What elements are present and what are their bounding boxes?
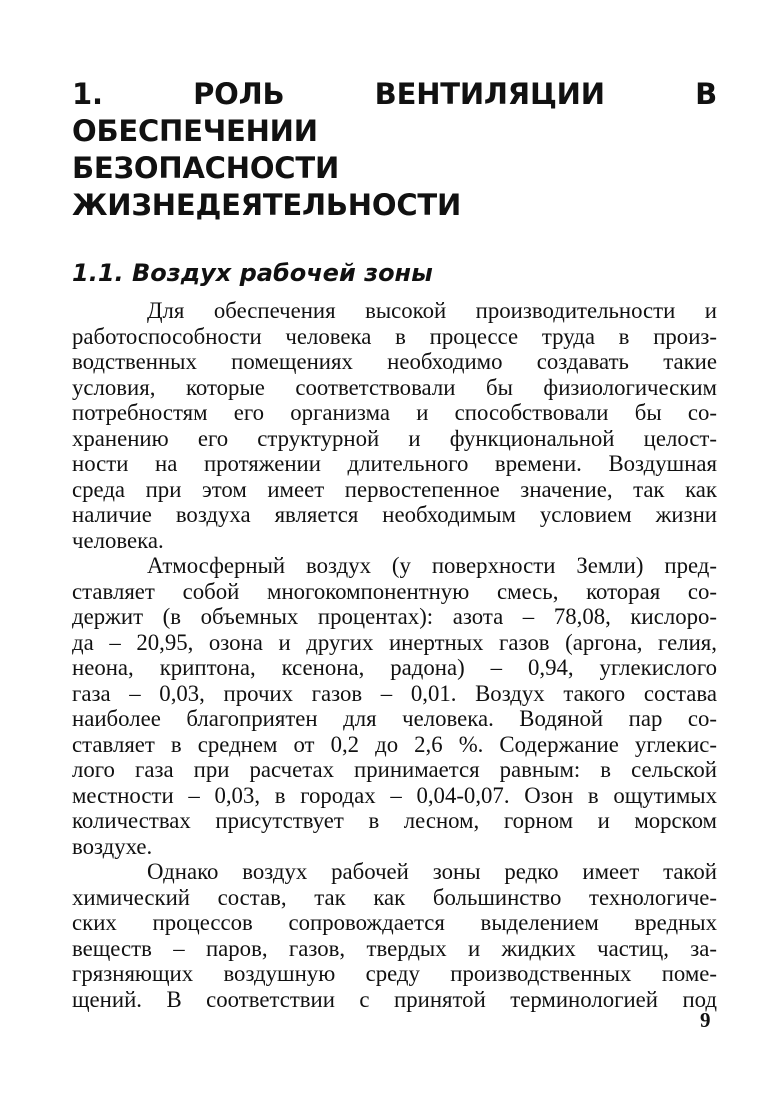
- text-line: наиболее благоприятен для человека. Водяной пар со-: [72, 706, 717, 731]
- chapter-title-line-2: БЕЗОПАСНОСТИ ЖИЗНЕДЕЯТЕЛЬНОСТИ: [72, 151, 462, 222]
- text-line: лого газа при расчетах принимается равным: в сельской: [72, 757, 717, 782]
- body-text: [72, 298, 717, 1012]
- page-number: 9: [700, 1008, 711, 1032]
- text-line: наличие воздуха является необходимым условием жизни: [72, 502, 717, 527]
- paragraph-3: [72, 859, 717, 1012]
- paragraph-2: [72, 553, 717, 859]
- text-line: воздухе.: [72, 833, 153, 859]
- text-line: ставляет в среднем от 0,2 до 2,6 %. Содержание углекис-: [72, 731, 717, 757]
- chapter-title-line-1: 1. РОЛЬ ВЕНТИЛЯЦИИ В ОБЕСПЕЧЕНИИ: [72, 77, 717, 148]
- text-line: держит (в объемных процентах): азота – 78,08, кислоро-: [72, 604, 717, 629]
- text-line: количествах присутствует в лесном, горном и морском: [72, 808, 717, 833]
- text-line: хранению его структурной и функциональной целост-: [72, 425, 717, 451]
- text-line: водственных помещениях необходимо создавать такие: [72, 349, 717, 374]
- text-line: газа – 0,03, прочих газов – 0,01. Воздух такого состава: [72, 680, 717, 706]
- text-line: да – 20,95, озона и других инертных газов (аргона, гелия,: [72, 629, 717, 655]
- text-line: среда при этом имеет первостепенное значение, так как: [72, 476, 717, 502]
- text-line: человека.: [72, 527, 164, 553]
- text-line: условия, которые соответствовали бы физиологическим: [72, 374, 717, 400]
- chapter-title: [72, 76, 717, 224]
- text-line: Для обеспечения высокой производительности и: [147, 298, 717, 323]
- text-line: работоспособности человека в процессе труда в произ-: [72, 323, 717, 349]
- text-line: ности на протяжении длительного времени. Воздушная: [72, 451, 717, 476]
- page-content: [72, 76, 717, 1012]
- text-line: неона, криптона, ксенона, радона) – 0,94, углекислого: [72, 655, 717, 680]
- text-line: химический состав, так как большинство технологиче-: [72, 884, 717, 910]
- text-line: ских процессов сопровождается выделением вредных: [72, 910, 717, 935]
- section-title: 1.1. Воздух рабочей зоны: [72, 259, 433, 287]
- text-line: местности – 0,03, в городах – 0,04-0,07. Озон в ощутимых: [72, 782, 717, 808]
- paragraph-1: [72, 298, 717, 553]
- text-line: грязняющих воздушную среду производственных поме-: [72, 961, 717, 986]
- text-line: потребностям его организма и способствовали бы со-: [72, 400, 717, 425]
- text-line: Однако воздух рабочей зоны редко имеет такой: [147, 859, 717, 884]
- text-line: ставляет собой многокомпонентную смесь, которая со-: [72, 578, 717, 604]
- text-line: Атмосферный воздух (у поверхности Земли) пред-: [147, 553, 717, 578]
- text-line: веществ – паров, газов, твердых и жидких частиц, за-: [72, 935, 717, 961]
- text-line: щений. В соответствии с принятой терминологией под: [72, 986, 717, 1012]
